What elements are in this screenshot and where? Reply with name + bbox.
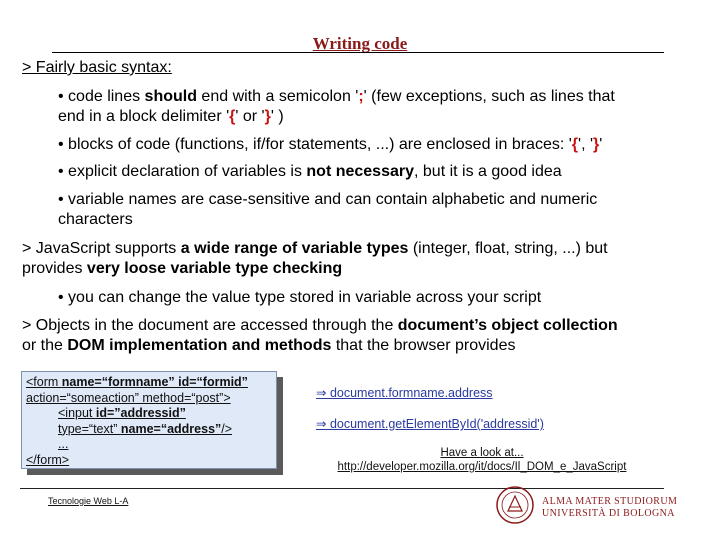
sub-bullet-semicolon: • code lines should end with a semicolon ';' (few exceptions, such as lines that end in a block delimiter '{' or '}' ) (58, 88, 615, 125)
code-line: type=“text” name=“address”/> (58, 421, 233, 436)
reference-note: Have a look at... http://developer.mozilla.org/it/docs/Il_DOM_e_JavaScript (322, 446, 642, 474)
bullet-syntax: > Fairly basic syntax: (22, 59, 172, 76)
sub-bullet-declaration: • explicit declaration of variables is not necessary, but it is a good idea (58, 163, 562, 180)
access-by-name: ⇒ document.formname.address (316, 386, 493, 400)
reference-link[interactable]: http://developer.mozilla.org/it/docs/Il_DOM_e_JavaScript (337, 461, 627, 473)
footer-course: Tecnologie Web L-A (48, 496, 129, 506)
bullet-objects: > Objects in the document are accessed through the document’s object collection or the DOM implementation and methods that the browser provides (22, 317, 618, 354)
code-line: action=“someaction” method=“post”> (26, 390, 231, 405)
footer-rule (20, 488, 664, 489)
university-name: ALMA MATER STUDIORUM UNIVERSITÀ DI BOLOGNA (542, 496, 678, 519)
code-line: <input id=”addressid” (58, 406, 186, 420)
sub-bullet-value-type: • you can change the value type stored in variable across your script (58, 289, 542, 306)
slide-title: Writing code (312, 34, 408, 53)
sub-bullet-variable-names: • variable names are case-sensitive and can contain alphabetic and numeric characters (58, 191, 598, 228)
sub-bullet-braces: • blocks of code (functions, if/for statements, ...) are enclosed in braces: '{', '}' (58, 136, 603, 153)
university-seal-icon (495, 485, 535, 525)
code-line: ... (58, 437, 69, 451)
access-by-id: ⇒ document.getElementById('addressid') (316, 417, 544, 431)
code-line: <form name=“formname” id=“formid” (26, 375, 248, 389)
title-underline (52, 52, 664, 53)
bullet-variable-types: > JavaScript supports a wide range of variable types (integer, float, string, ...) but provides very loose variable type checking (22, 240, 608, 277)
code-line: </form> (26, 452, 70, 467)
code-example-box (21, 371, 277, 469)
